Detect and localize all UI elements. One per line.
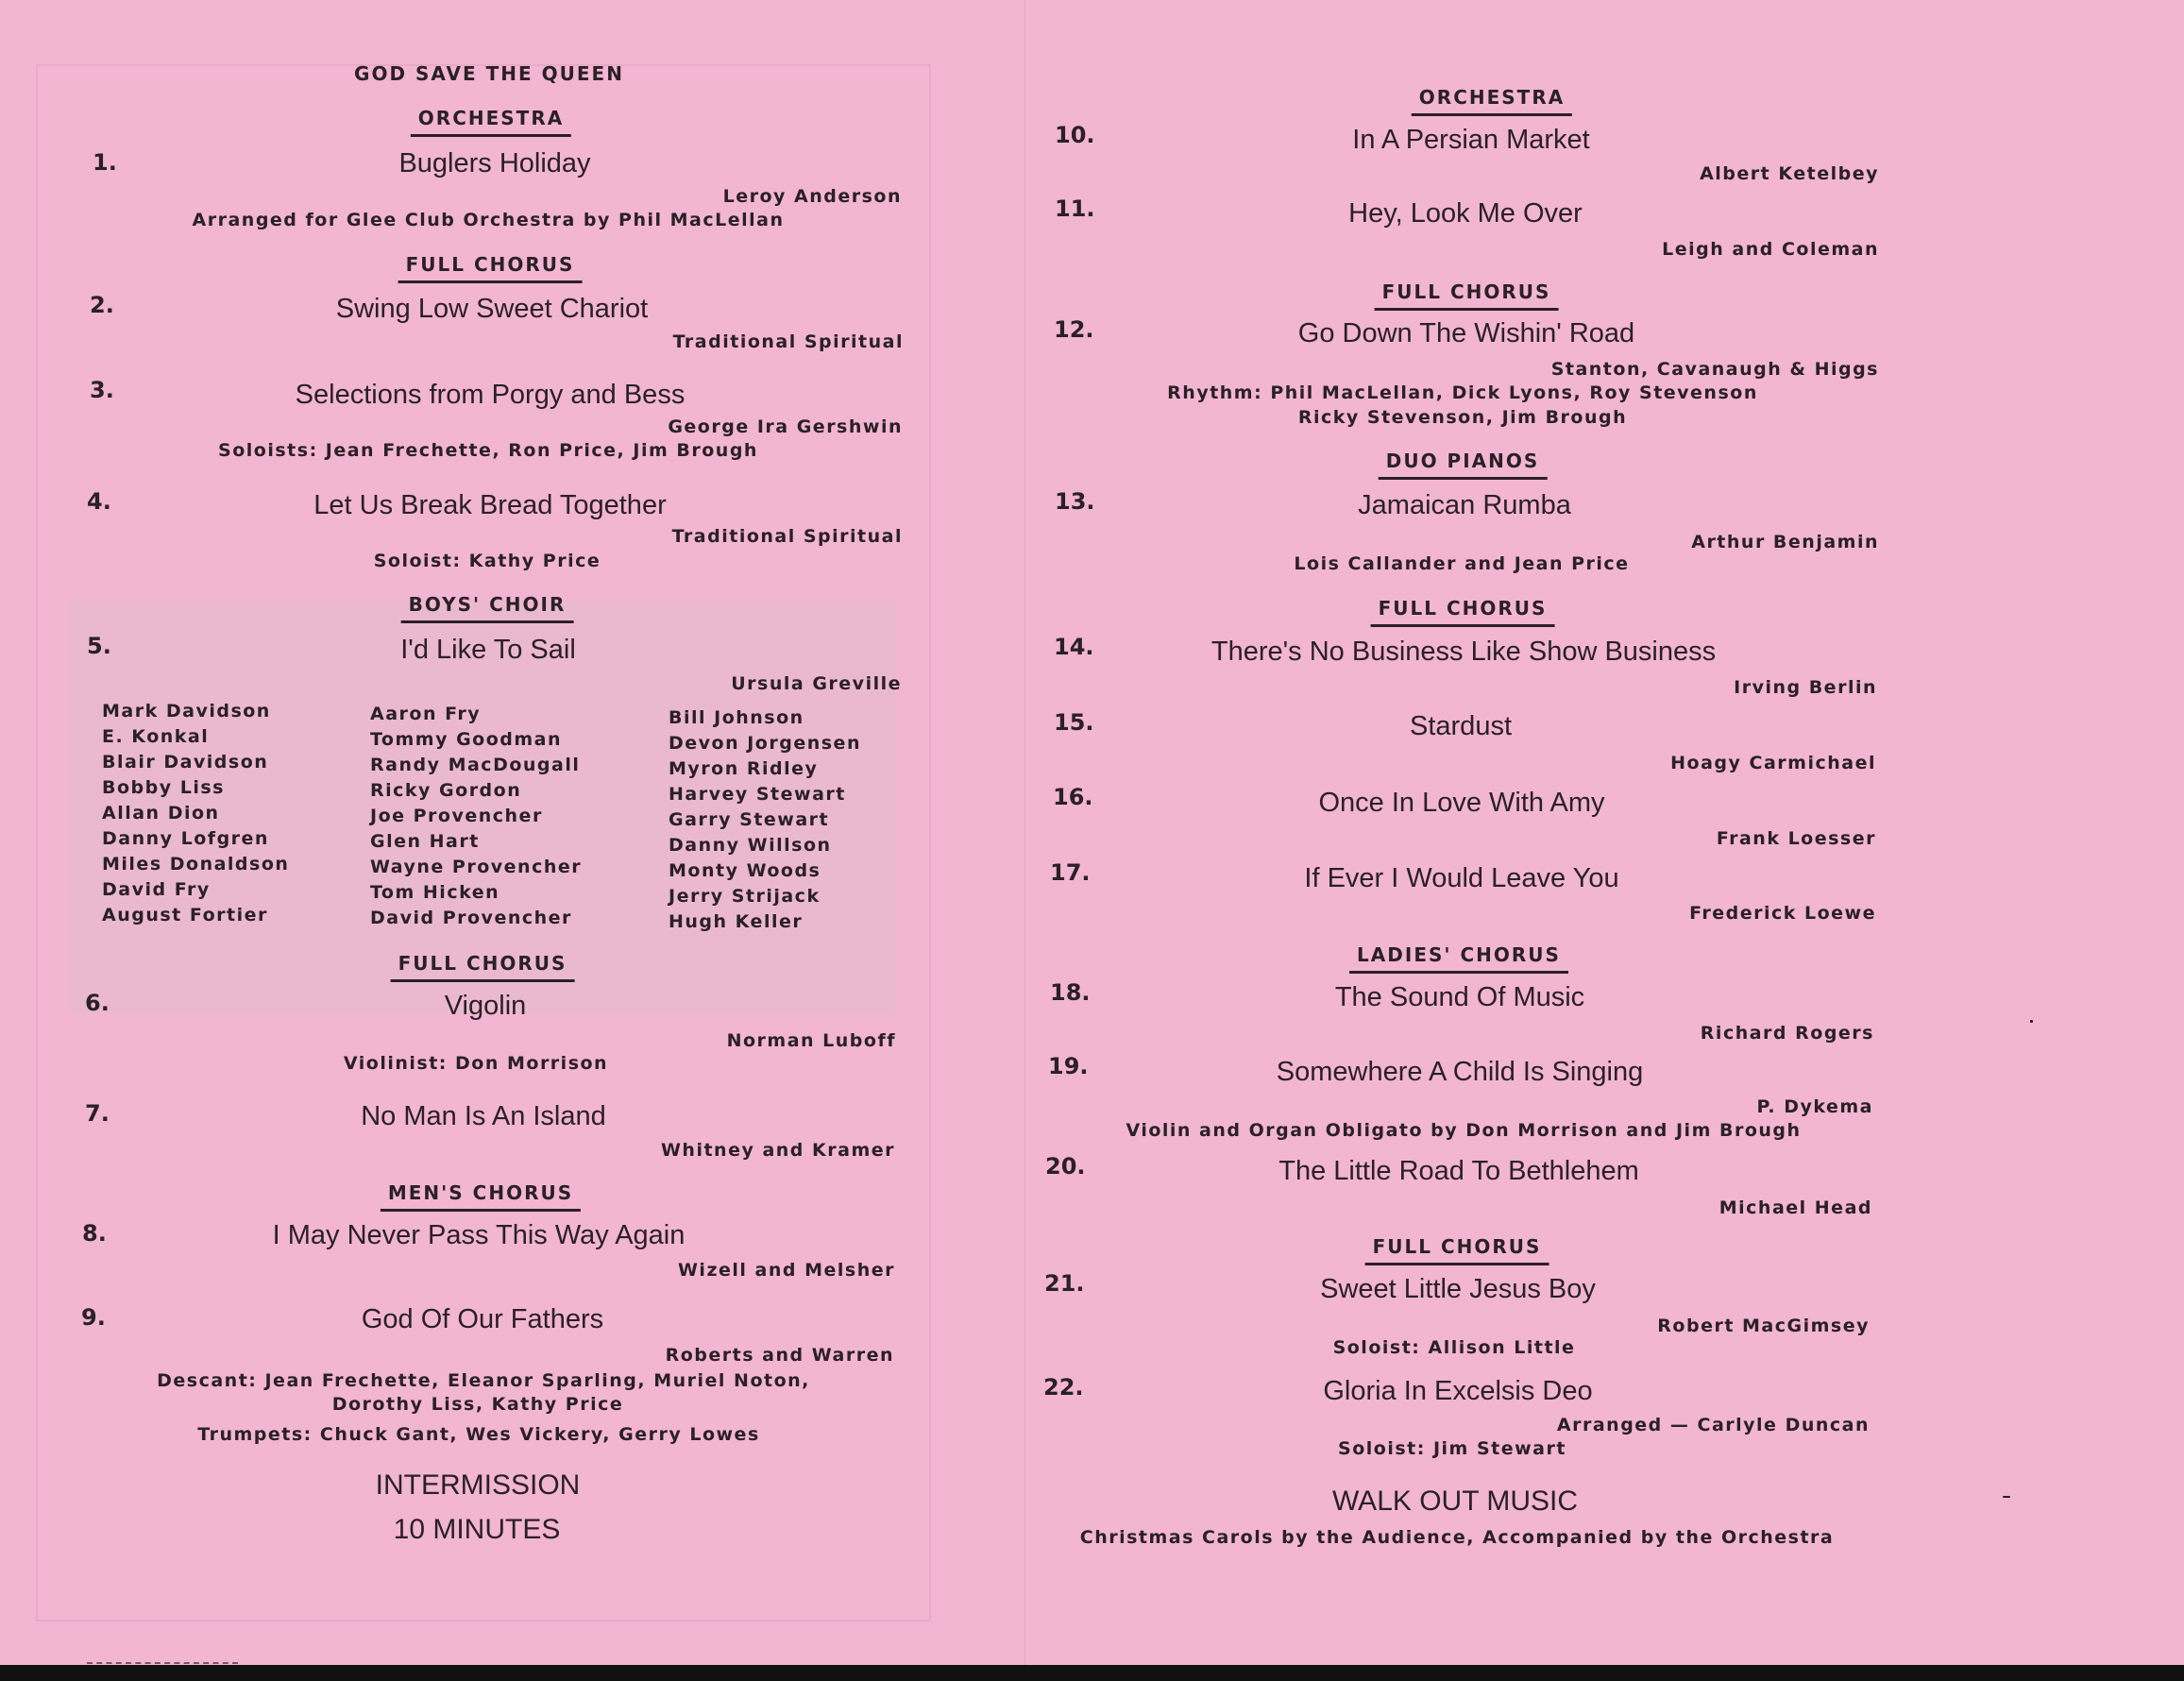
item-number: 4. — [87, 488, 111, 515]
item-title: God Of Our Fathers — [361, 1304, 604, 1334]
choir-member: Ricky Gordon — [370, 780, 522, 801]
item-title: Let Us Break Bread Together — [313, 490, 667, 520]
item-composer: Traditional Spiritual — [672, 331, 904, 352]
item-note: Soloist: Allison Little — [1332, 1337, 1576, 1358]
item-title: There's No Business Like Show Business — [1211, 637, 1717, 667]
item-number: 22. — [1043, 1374, 1084, 1401]
choir-member: Harvey Stewart — [669, 784, 846, 805]
item-number: 15. — [1054, 709, 1094, 736]
choir-member: Glen Hart — [370, 831, 480, 852]
item-number: 6. — [85, 990, 110, 1016]
item-note: Lois Callander and Jean Price — [1294, 553, 1630, 574]
choir-member: August Fortier — [102, 905, 268, 925]
item-number: 5. — [87, 633, 111, 659]
item-title: In A Persian Market — [1352, 125, 1590, 155]
item-number: 17. — [1050, 859, 1091, 886]
item-composer: Whitney and Kramer — [660, 1140, 895, 1161]
item-title: Once In Love With Amy — [1318, 788, 1605, 818]
item-title: I'd Like To Sail — [400, 635, 576, 665]
item-composer: Frederick Loewe — [1689, 903, 1876, 924]
section-full-chorus: FULL CHORUS — [391, 952, 575, 982]
section-boys-choir: BOYS' CHOIR — [401, 593, 574, 623]
item-composer: Norman Luboff — [726, 1030, 896, 1051]
item-composer: Stanton, Cavanaugh & Higgs — [1550, 359, 1879, 380]
item-number: 11. — [1055, 195, 1095, 222]
item-composer: George Ira Gershwin — [668, 416, 903, 437]
item-note: Rhythm: Phil MacLellan, Dick Lyons, Roy Stevenson — [1167, 382, 1758, 403]
item-note: Violin and Organ Obligato by Don Morrison and Jim Brough — [1126, 1120, 1802, 1141]
item-composer: Irving Berlin — [1734, 677, 1877, 698]
item-composer: Leigh and Coleman — [1662, 239, 1879, 260]
choir-member: Garry Stewart — [669, 809, 830, 830]
choir-member: E. Konkal — [102, 726, 210, 747]
item-note: Soloist: Jim Stewart — [1338, 1438, 1566, 1459]
choir-member: Hugh Keller — [669, 911, 804, 932]
item-composer: Albert Ketelbey — [1700, 163, 1879, 184]
choir-member: Devon Jorgensen — [669, 733, 861, 754]
item-number: 8. — [82, 1220, 107, 1247]
choir-member: Bill Johnson — [669, 707, 804, 728]
choir-member: Jerry Strijack — [669, 886, 821, 907]
intermission-length: 10 MINUTES — [393, 1514, 561, 1545]
choir-member: Danny Willson — [669, 835, 832, 856]
item-composer: Richard Rogers — [1700, 1023, 1874, 1044]
center-fold — [1024, 0, 1028, 1667]
item-number: 16. — [1053, 784, 1093, 810]
item-number: 10. — [1055, 122, 1095, 148]
item-composer: Frank Loesser — [1716, 828, 1876, 849]
item-title: Gloria In Excelsis Deo — [1323, 1376, 1593, 1406]
item-composer: Arranged — Carlyle Duncan — [1556, 1415, 1870, 1435]
item-note: Trumpets: Chuck Gant, Wes Vickery, Gerry Lowes — [197, 1424, 760, 1445]
item-note: Violinist: Don Morrison — [343, 1053, 609, 1074]
section-full-chorus: FULL CHORUS — [398, 253, 583, 283]
item-note: Dorothy Liss, Kathy Price — [331, 1394, 624, 1415]
choir-member: Randy MacDougall — [370, 755, 581, 775]
item-title: Buglers Holiday — [398, 148, 591, 178]
item-note: Soloists: Jean Frechette, Ron Price, Jim Brough — [218, 440, 758, 461]
choir-member: Wayne Provencher — [370, 857, 583, 877]
section-orchestra: ORCHESTRA — [411, 107, 571, 137]
item-title: No Man Is An Island — [361, 1101, 606, 1131]
item-composer: Roberts and Warren — [665, 1345, 894, 1366]
item-number: 13. — [1055, 488, 1095, 515]
item-title: Somewhere A Child Is Singing — [1276, 1057, 1644, 1087]
choir-member: David Fry — [102, 879, 211, 900]
walkout-note: Christmas Carols by the Audience, Accompanied by the Orchestra — [1079, 1527, 1835, 1548]
item-note: Ricky Stevenson, Jim Brough — [1297, 407, 1628, 428]
item-note: Soloist: Kathy Price — [373, 551, 601, 571]
choir-member: Tom Hicken — [370, 882, 500, 903]
item-number: 19. — [1048, 1053, 1089, 1079]
section-ladies-chorus: LADIES' CHORUS — [1349, 943, 1568, 974]
item-number: 21. — [1044, 1270, 1085, 1297]
item-title: Jamaican Rumba — [1358, 490, 1571, 520]
intermission-heading: INTERMISSION — [375, 1469, 581, 1501]
item-composer: Ursula Greville — [731, 673, 902, 694]
speck — [2030, 1020, 2033, 1023]
item-number: 12. — [1054, 316, 1094, 343]
item-number: 1. — [93, 149, 117, 176]
item-title: Go Down The Wishin' Road — [1297, 318, 1635, 348]
item-title: I May Never Pass This Way Again — [272, 1220, 686, 1250]
choir-member: Tommy Goodman — [370, 729, 563, 750]
choir-member: Mark Davidson — [102, 701, 271, 722]
choir-member: Miles Donaldson — [102, 854, 290, 874]
item-number: 9. — [81, 1304, 106, 1331]
choir-member: Joe Provencher — [370, 806, 543, 826]
choir-member: Allan Dion — [102, 803, 220, 824]
item-composer: Arthur Benjamin — [1691, 532, 1879, 552]
item-title: Sweet Little Jesus Boy — [1320, 1274, 1596, 1304]
item-title: The Sound Of Music — [1334, 982, 1585, 1012]
item-composer: Robert MacGimsey — [1657, 1316, 1870, 1336]
choir-member: Aaron Fry — [370, 704, 482, 724]
section-orchestra: ORCHESTRA — [1412, 86, 1572, 116]
item-composer: Traditional Spiritual — [671, 526, 903, 547]
item-number: 7. — [85, 1100, 110, 1127]
choir-member: Blair Davidson — [102, 752, 269, 773]
item-title: Vigolin — [444, 991, 527, 1021]
item-note: Descant: Jean Frechette, Eleanor Sparling, Muriel Noton, — [157, 1370, 810, 1391]
item-number: 20. — [1045, 1153, 1086, 1180]
speck — [2003, 1496, 2010, 1498]
choir-member: Monty Woods — [669, 860, 821, 881]
section-duo-pianos: DUO PIANOS — [1379, 450, 1548, 480]
item-title: Selections from Porgy and Bess — [295, 380, 686, 410]
item-note: Arranged for Glee Club Orchestra by Phil MacLellan — [192, 210, 785, 230]
choir-member: Bobby Liss — [102, 777, 225, 798]
choir-member: David Provencher — [370, 908, 572, 928]
section-mens-chorus: MEN'S CHORUS — [381, 1181, 581, 1212]
item-composer: Leroy Anderson — [722, 186, 902, 207]
item-number: 3. — [90, 377, 114, 403]
item-title: Hey, Look Me Over — [1348, 198, 1583, 229]
item-composer: P. Dykema — [1756, 1096, 1873, 1117]
item-composer: Wizell and Melsher — [677, 1260, 895, 1281]
item-title: The Little Road To Bethlehem — [1278, 1156, 1639, 1186]
item-composer: Michael Head — [1718, 1197, 1872, 1218]
item-number: 14. — [1054, 634, 1094, 660]
choir-member: Myron Ridley — [669, 758, 819, 779]
anthem-heading: GOD SAVE THE QUEEN — [354, 62, 624, 85]
section-full-chorus: FULL CHORUS — [1375, 280, 1559, 311]
scan-edge — [0, 1665, 2184, 1681]
item-composer: Hoagy Carmichael — [1670, 753, 1876, 773]
item-number: 18. — [1050, 979, 1091, 1006]
choir-member: Danny Lofgren — [102, 828, 269, 849]
item-number: 2. — [90, 292, 114, 318]
section-full-chorus: FULL CHORUS — [1371, 597, 1555, 627]
item-title: If Ever I Would Leave You — [1304, 863, 1619, 893]
walkout-heading: WALK OUT MUSIC — [1331, 1486, 1579, 1517]
item-title: Swing Low Sweet Chariot — [335, 294, 649, 324]
section-full-chorus: FULL CHORUS — [1365, 1235, 1549, 1265]
item-title: Stardust — [1410, 711, 1512, 741]
